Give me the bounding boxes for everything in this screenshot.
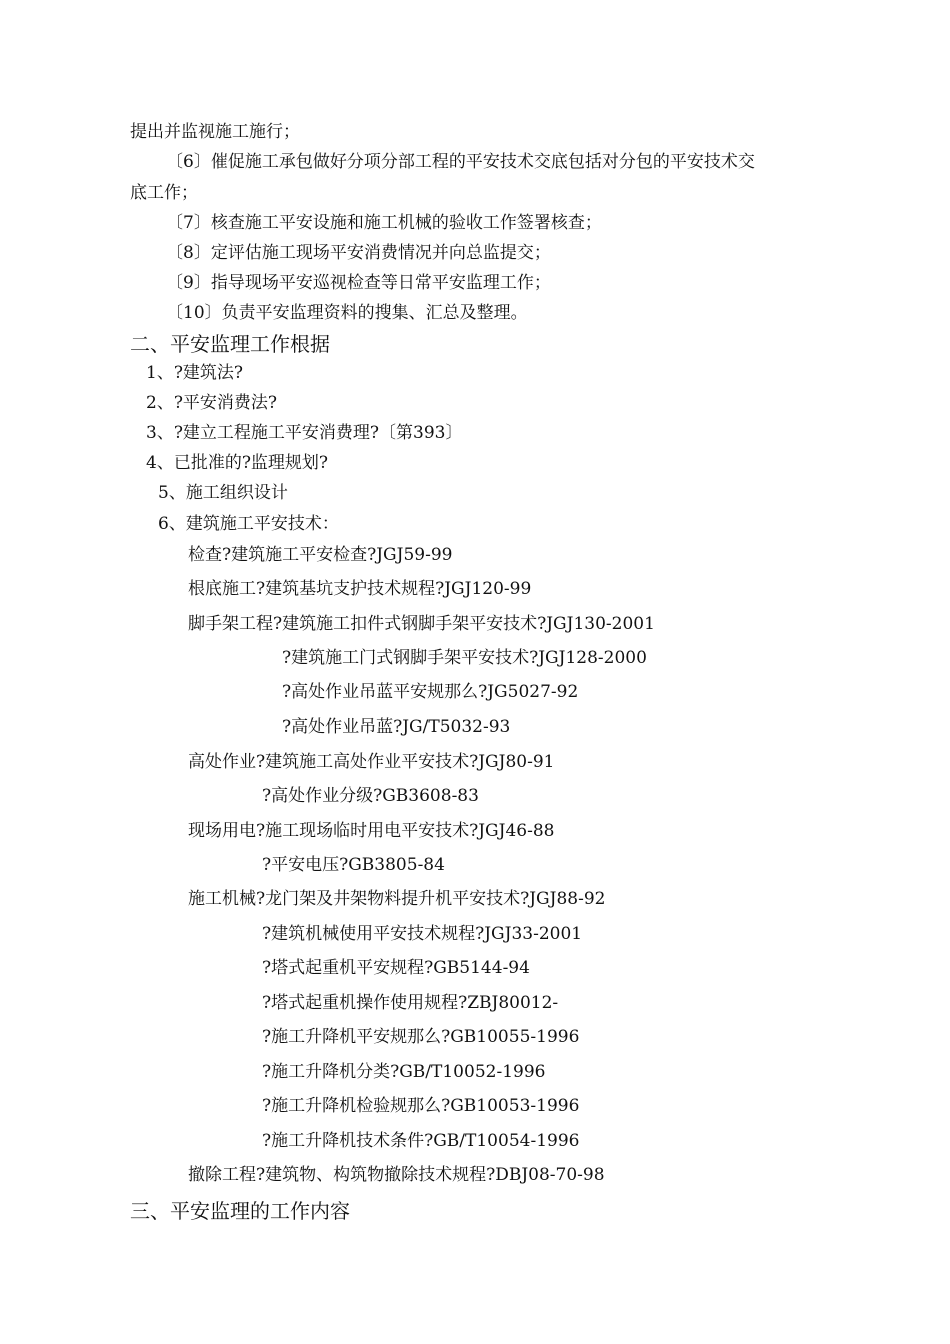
standard-item: 撤除工程?建筑物、构筑物撤除技术规程?DBJ08-70-98: [188, 1165, 605, 1185]
standard-item: ?高处作业分级?GB3608-83: [262, 786, 479, 806]
para-line: 底工作；: [130, 183, 198, 203]
standard-item: ?施工升降机分类?GB/T10052-1996: [262, 1062, 546, 1082]
standard-item: ?高处作业吊蓝?JG/T5032-93: [282, 717, 511, 737]
standard-item: ?建筑机械使用平安技术规程?JGJ33-2001: [262, 924, 583, 944]
standard-item: ?施工升降机检验规那么?GB10053-1996: [262, 1096, 580, 1116]
list-item: 5、施工组织设计: [158, 483, 288, 503]
para-line: 〔7〕核查施工平安设施和施工机械的验收工作签署核查；: [166, 213, 602, 233]
standard-item: 脚手架工程?建筑施工扣件式钢脚手架平安技术?JGJ130-2001: [188, 614, 655, 634]
list-item: 1、?建筑法?: [146, 363, 244, 383]
standard-item: 施工机械?龙门架及井架物料提升机平安技术?JGJ88-92: [188, 889, 606, 909]
standard-item: ?塔式起重机平安规程?GB5144-94: [262, 958, 530, 978]
list-item: 2、?平安消费法?: [146, 393, 278, 413]
para-line: 〔10〕负责平安监理资料的搜集、汇总及整理。: [166, 303, 528, 323]
standard-item: ?塔式起重机操作使用规程?ZBJ80012-: [262, 993, 559, 1013]
standard-item: ?平安电压?GB3805-84: [262, 855, 445, 875]
standard-item: ?施工升降机技术条件?GB/T10054-1996: [262, 1131, 580, 1151]
section-heading: 二、平安监理工作根据: [130, 332, 330, 356]
para-line: 提出并监视施工施行；: [130, 122, 300, 142]
standard-item: ?施工升降机平安规那么?GB10055-1996: [262, 1027, 580, 1047]
para-line: 〔9〕指导现场平安巡视检查等日常平安监理工作；: [166, 273, 551, 293]
standard-item: 检查?建筑施工平安检查?JGJ59-99: [188, 545, 453, 565]
standard-item: 高处作业?建筑施工高处作业平安技术?JGJ80-91: [188, 752, 555, 772]
para-line: 〔6〕催促施工承包做好分项分部工程的平安技术交底包括对分包的平安技术交: [166, 152, 755, 172]
list-item: 3、?建立工程施工平安消费理?〔第393〕: [146, 423, 463, 443]
standard-item: ?高处作业吊蓝平安规那么?JG5027-92: [282, 682, 579, 702]
standard-item: 现场用电?施工现场临时用电平安技术?JGJ46-88: [188, 821, 555, 841]
standard-item: ?建筑施工门式钢脚手架平安技术?JGJ128-2000: [282, 648, 647, 668]
standard-item: 根底施工?建筑基坑支护技术规程?JGJ120-99: [188, 579, 532, 599]
section-heading: 三、平安监理的工作内容: [130, 1199, 350, 1223]
list-item: 6、建筑施工平安技术：: [158, 514, 339, 534]
list-item: 4、已批准的?监理规划?: [146, 453, 329, 473]
para-line: 〔8〕定评估施工现场平安消费情况并向总监提交；: [166, 243, 551, 263]
